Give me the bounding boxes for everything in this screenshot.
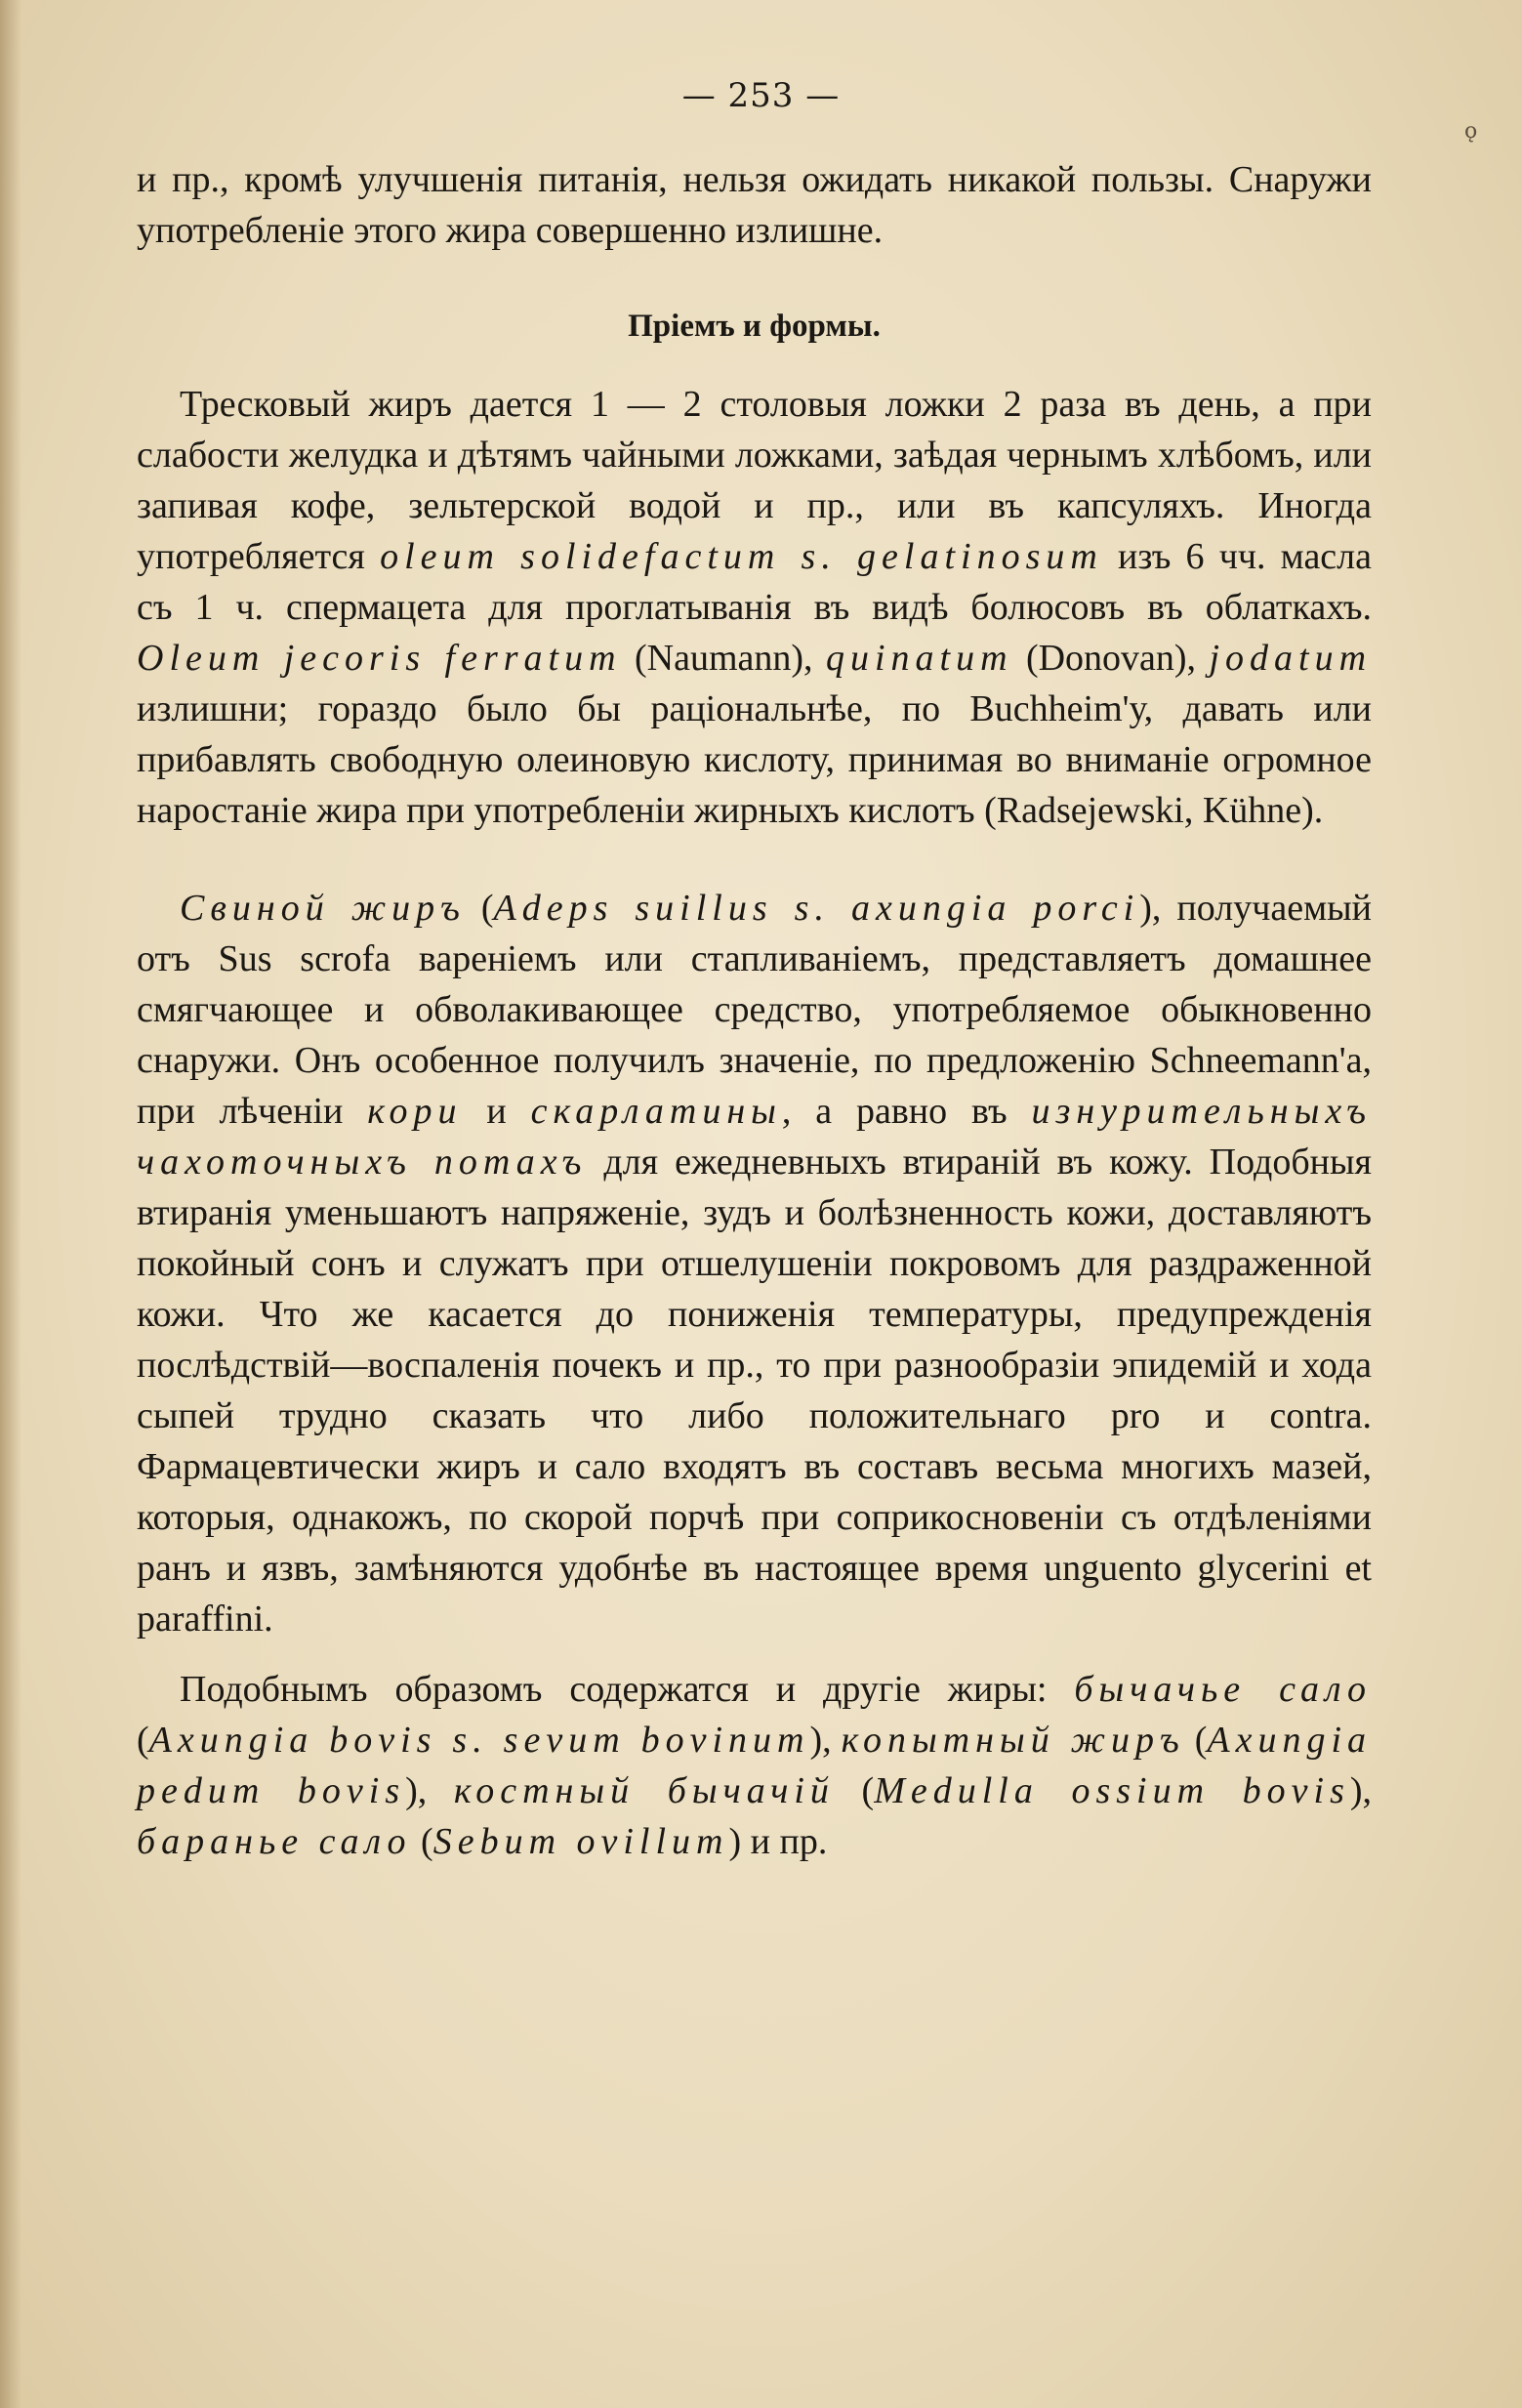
emphasis-term: баранье сало bbox=[137, 1821, 412, 1862]
emphasis-term: костный бычачій bbox=[453, 1770, 835, 1811]
emphasis-term: кори bbox=[367, 1091, 463, 1132]
text-run: ), bbox=[405, 1770, 428, 1811]
latin-term: Axungia pedum bovis bbox=[137, 1720, 1373, 1811]
spine-shadow bbox=[0, 0, 21, 2408]
text-run: ( bbox=[421, 1821, 433, 1862]
section-heading: Пріемъ и формы. bbox=[628, 309, 881, 344]
text-run: для ежедневныхъ втираній въ кожу. Подобныя втиранія уменьшаютъ напряженіе, зудъ и болѣзненность кожи, доставляютъ покойный сонъ и служатъ при отшелушеніи покровомъ для раздраженной кожи. Что же касается до пониженія температуры, предупрежденія послѣдствій—воспаленія почекъ и пр., то при разнообразіи эпидемій и хода сыпей трудно сказать что либо положительнаго pro и contra. Фармацевтически жиръ и сало входятъ въ составъ весьма многихъ мазей, которыя, однакожъ, по скорой порчѣ при соприкосновеніи съ отдѣленіями ранъ и язвъ, замѣняются удобнѣе въ настоящее время unguento glycerini et paraffini. bbox=[137, 1142, 1373, 1640]
emphasis-term: бычачье сало bbox=[1074, 1669, 1372, 1710]
paragraph-other-fats bbox=[137, 1664, 1372, 1867]
text-run: ( bbox=[480, 888, 494, 929]
latin-term: oleum solidefactum s. gelatinosum bbox=[380, 536, 1103, 577]
page-body bbox=[137, 154, 1372, 1867]
page-number: — 253 — bbox=[681, 76, 841, 115]
text-run: Тресковый жиръ дается 1 — 2 столовыя ложки 2 раза въ день, а при слабости желудка и дѣтямъ чайными ложками, заѣдая чернымъ хлѣбомъ, или запивая кофе, зельтерской водой и пр., или въ капсуляхъ. Иногда употребляется bbox=[137, 384, 1372, 577]
latin-term: Oleum jecoris ferratum bbox=[137, 638, 622, 679]
text-run: излишни; гораздо было бы раціональнѣе, по Buchheim'у, давать или прибавлять свободную олеиновую кислоту, принимая во вниманіе огромное наростаніе жира при употребленіи жирныхъ кислотъ (Radsejewski, Kühne). bbox=[137, 688, 1372, 831]
emphasis-term: изнурительныхъ чахоточныхъ потахъ bbox=[137, 1091, 1372, 1183]
text-run: Подобнымъ образомъ содержатся и другіе жиры: bbox=[180, 1669, 1048, 1710]
corner-mark: ǫ bbox=[1464, 119, 1478, 144]
text-run: ), bbox=[1349, 1770, 1373, 1811]
text-run: и bbox=[486, 1091, 507, 1132]
emphasis-term: Свиной жиръ bbox=[180, 888, 466, 929]
text-run: ), bbox=[809, 1720, 832, 1761]
emphasis-term: скарлатины bbox=[530, 1091, 782, 1132]
latin-term: Adeps suillus s. axungia porci bbox=[493, 888, 1140, 929]
paragraph-text: и пр., кромѣ улучшенія питанія, нельзя ожидать никакой пользы. Снаружи употребленіе этого жира совершенно излишне. bbox=[137, 159, 1372, 251]
text-run: ), получаемый отъ Sus scrofa вареніемъ или стапливаніемъ, представляетъ домашнее смягчающее и обволакивающее средство, употребляемое обыкновенно снаружи. Онъ особенное получилъ значеніе, по предложенію Schneemann'а, при лѣченіи bbox=[137, 888, 1372, 1132]
text-run: ( bbox=[137, 1720, 149, 1761]
latin-term: Sebum ovillum bbox=[432, 1821, 729, 1862]
text-run: ( bbox=[1194, 1720, 1208, 1761]
text-run: ( bbox=[861, 1770, 875, 1811]
latin-term: quinatum bbox=[825, 638, 1013, 679]
paragraph-pork-fat bbox=[137, 883, 1372, 1644]
latin-term: jodatum bbox=[1209, 638, 1373, 679]
text-run: (Donovan), bbox=[1025, 638, 1197, 679]
text-run: изъ 6 чч. масла съ 1 ч. спермацета для проглатыванія въ видѣ болюсовъ въ облаткахъ. bbox=[137, 536, 1373, 628]
paragraph-cod-liver-oil bbox=[137, 379, 1372, 836]
emphasis-term: копытный жиръ bbox=[841, 1720, 1185, 1761]
paragraph-continuation bbox=[137, 154, 1372, 256]
latin-term: Axungia bovis s. sevum bovinum bbox=[148, 1720, 810, 1761]
text-run: , а равно въ bbox=[781, 1091, 1008, 1132]
text-run: ) и пр. bbox=[728, 1821, 828, 1862]
latin-term: Medulla ossium bovis bbox=[874, 1770, 1350, 1811]
text-run: (Naumann), bbox=[634, 638, 813, 679]
